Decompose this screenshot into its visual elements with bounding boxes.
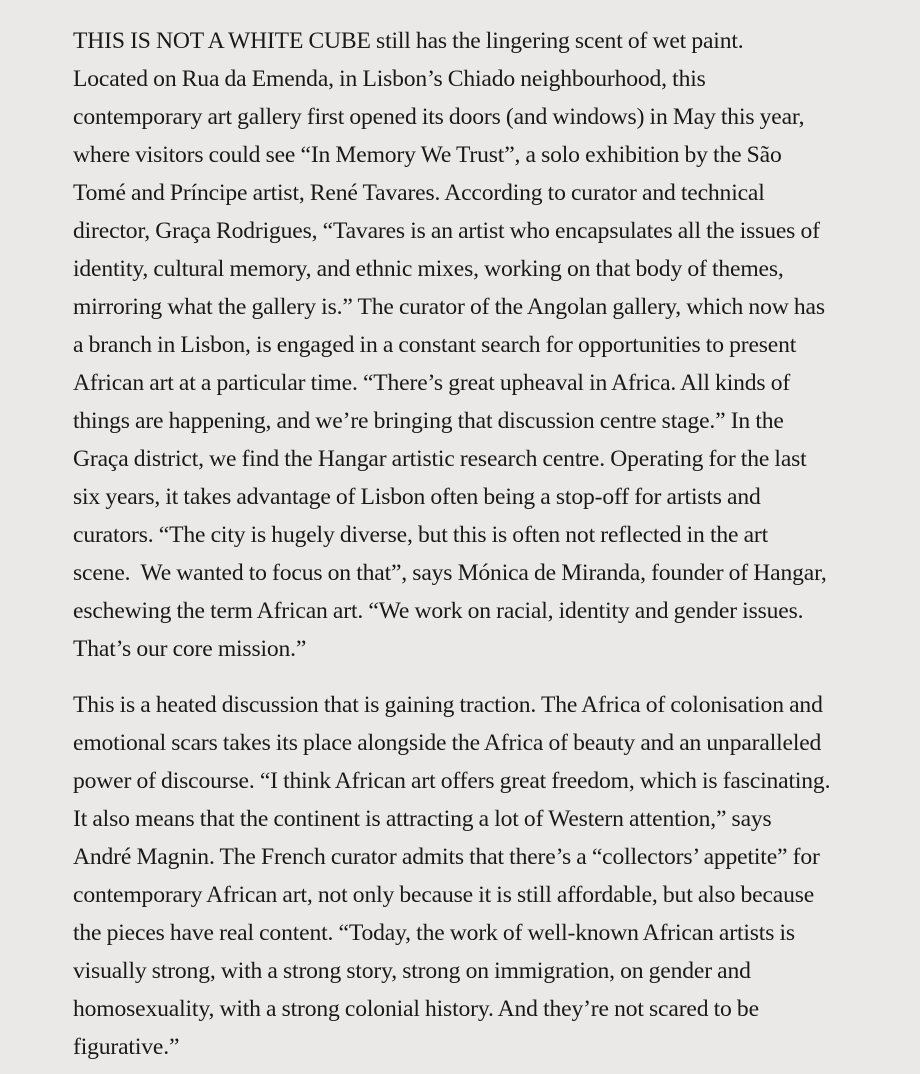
- text-line: director, Graça Rodrigues, “Tavares is an artist who encapsulates all the issues of: [73, 218, 820, 244]
- text-line: Graça district, we find the Hangar artistic research centre. Operating for the last: [73, 446, 807, 472]
- text-line: Located on Rua da Emenda, in Lisbon’s Chiado neighbourhood, this: [73, 66, 706, 92]
- text-line: visually strong, with a strong story, strong on immigration, on gender and: [73, 958, 751, 984]
- paragraph-1: [73, 22, 893, 668]
- text-line: eschewing the term African art. “We work on racial, identity and gender issues.: [73, 598, 804, 624]
- text-line: homosexuality, with a strong colonial history. And they’re not scared to be: [73, 996, 759, 1022]
- article-body: [73, 22, 893, 1066]
- text-line: where visitors could see “In Memory We Trust”, a solo exhibition by the São: [73, 142, 782, 168]
- text-line: six years, it takes advantage of Lisbon often being a stop-off for artists and: [73, 484, 761, 510]
- text-line: emotional scars takes its place alongside the Africa of beauty and an unparalleled: [73, 730, 822, 756]
- text-line: a branch in Lisbon, is engaged in a constant search for opportunities to present: [73, 332, 797, 358]
- text-line: That’s our core mission.”: [73, 636, 307, 662]
- text-line: curators. “The city is hugely diverse, but this is often not reflected in the art: [73, 522, 768, 548]
- text-line: Tomé and Príncipe artist, René Tavares. According to curator and technical: [73, 180, 765, 206]
- paragraph-2: [73, 686, 893, 1066]
- text-line: power of discourse. “I think African art offers great freedom, which is fascinating.: [73, 768, 831, 794]
- text-line: things are happening, and we’re bringing that discussion centre stage.” In the: [73, 408, 784, 434]
- text-line: figurative.”: [73, 1034, 180, 1060]
- text-line: contemporary art gallery first opened its doors (and windows) in May this year,: [73, 104, 805, 130]
- text-line: African art at a particular time. “There’s great upheaval in Africa. All kinds of: [73, 370, 791, 396]
- text-line: contemporary African art, not only because it is still affordable, but also because: [73, 882, 815, 908]
- text-line: It also means that the continent is attracting a lot of Western attention,” says: [73, 806, 772, 832]
- text-line: THIS IS NOT A WHITE CUBE still has the lingering scent of wet paint.: [73, 28, 744, 54]
- text-line: This is a heated discussion that is gaining traction. The Africa of colonisation and: [73, 692, 823, 718]
- text-line: identity, cultural memory, and ethnic mixes, working on that body of themes,: [73, 256, 784, 282]
- text-line: mirroring what the gallery is.” The curator of the Angolan gallery, which now has: [73, 294, 825, 320]
- text-line: scene. We wanted to focus on that”, says Mónica de Miranda, founder of Hangar,: [73, 560, 827, 586]
- text-line: the pieces have real content. “Today, the work of well-known African artists is: [73, 920, 795, 946]
- text-line: André Magnin. The French curator admits that there’s a “collectors’ appetite” for: [73, 844, 820, 870]
